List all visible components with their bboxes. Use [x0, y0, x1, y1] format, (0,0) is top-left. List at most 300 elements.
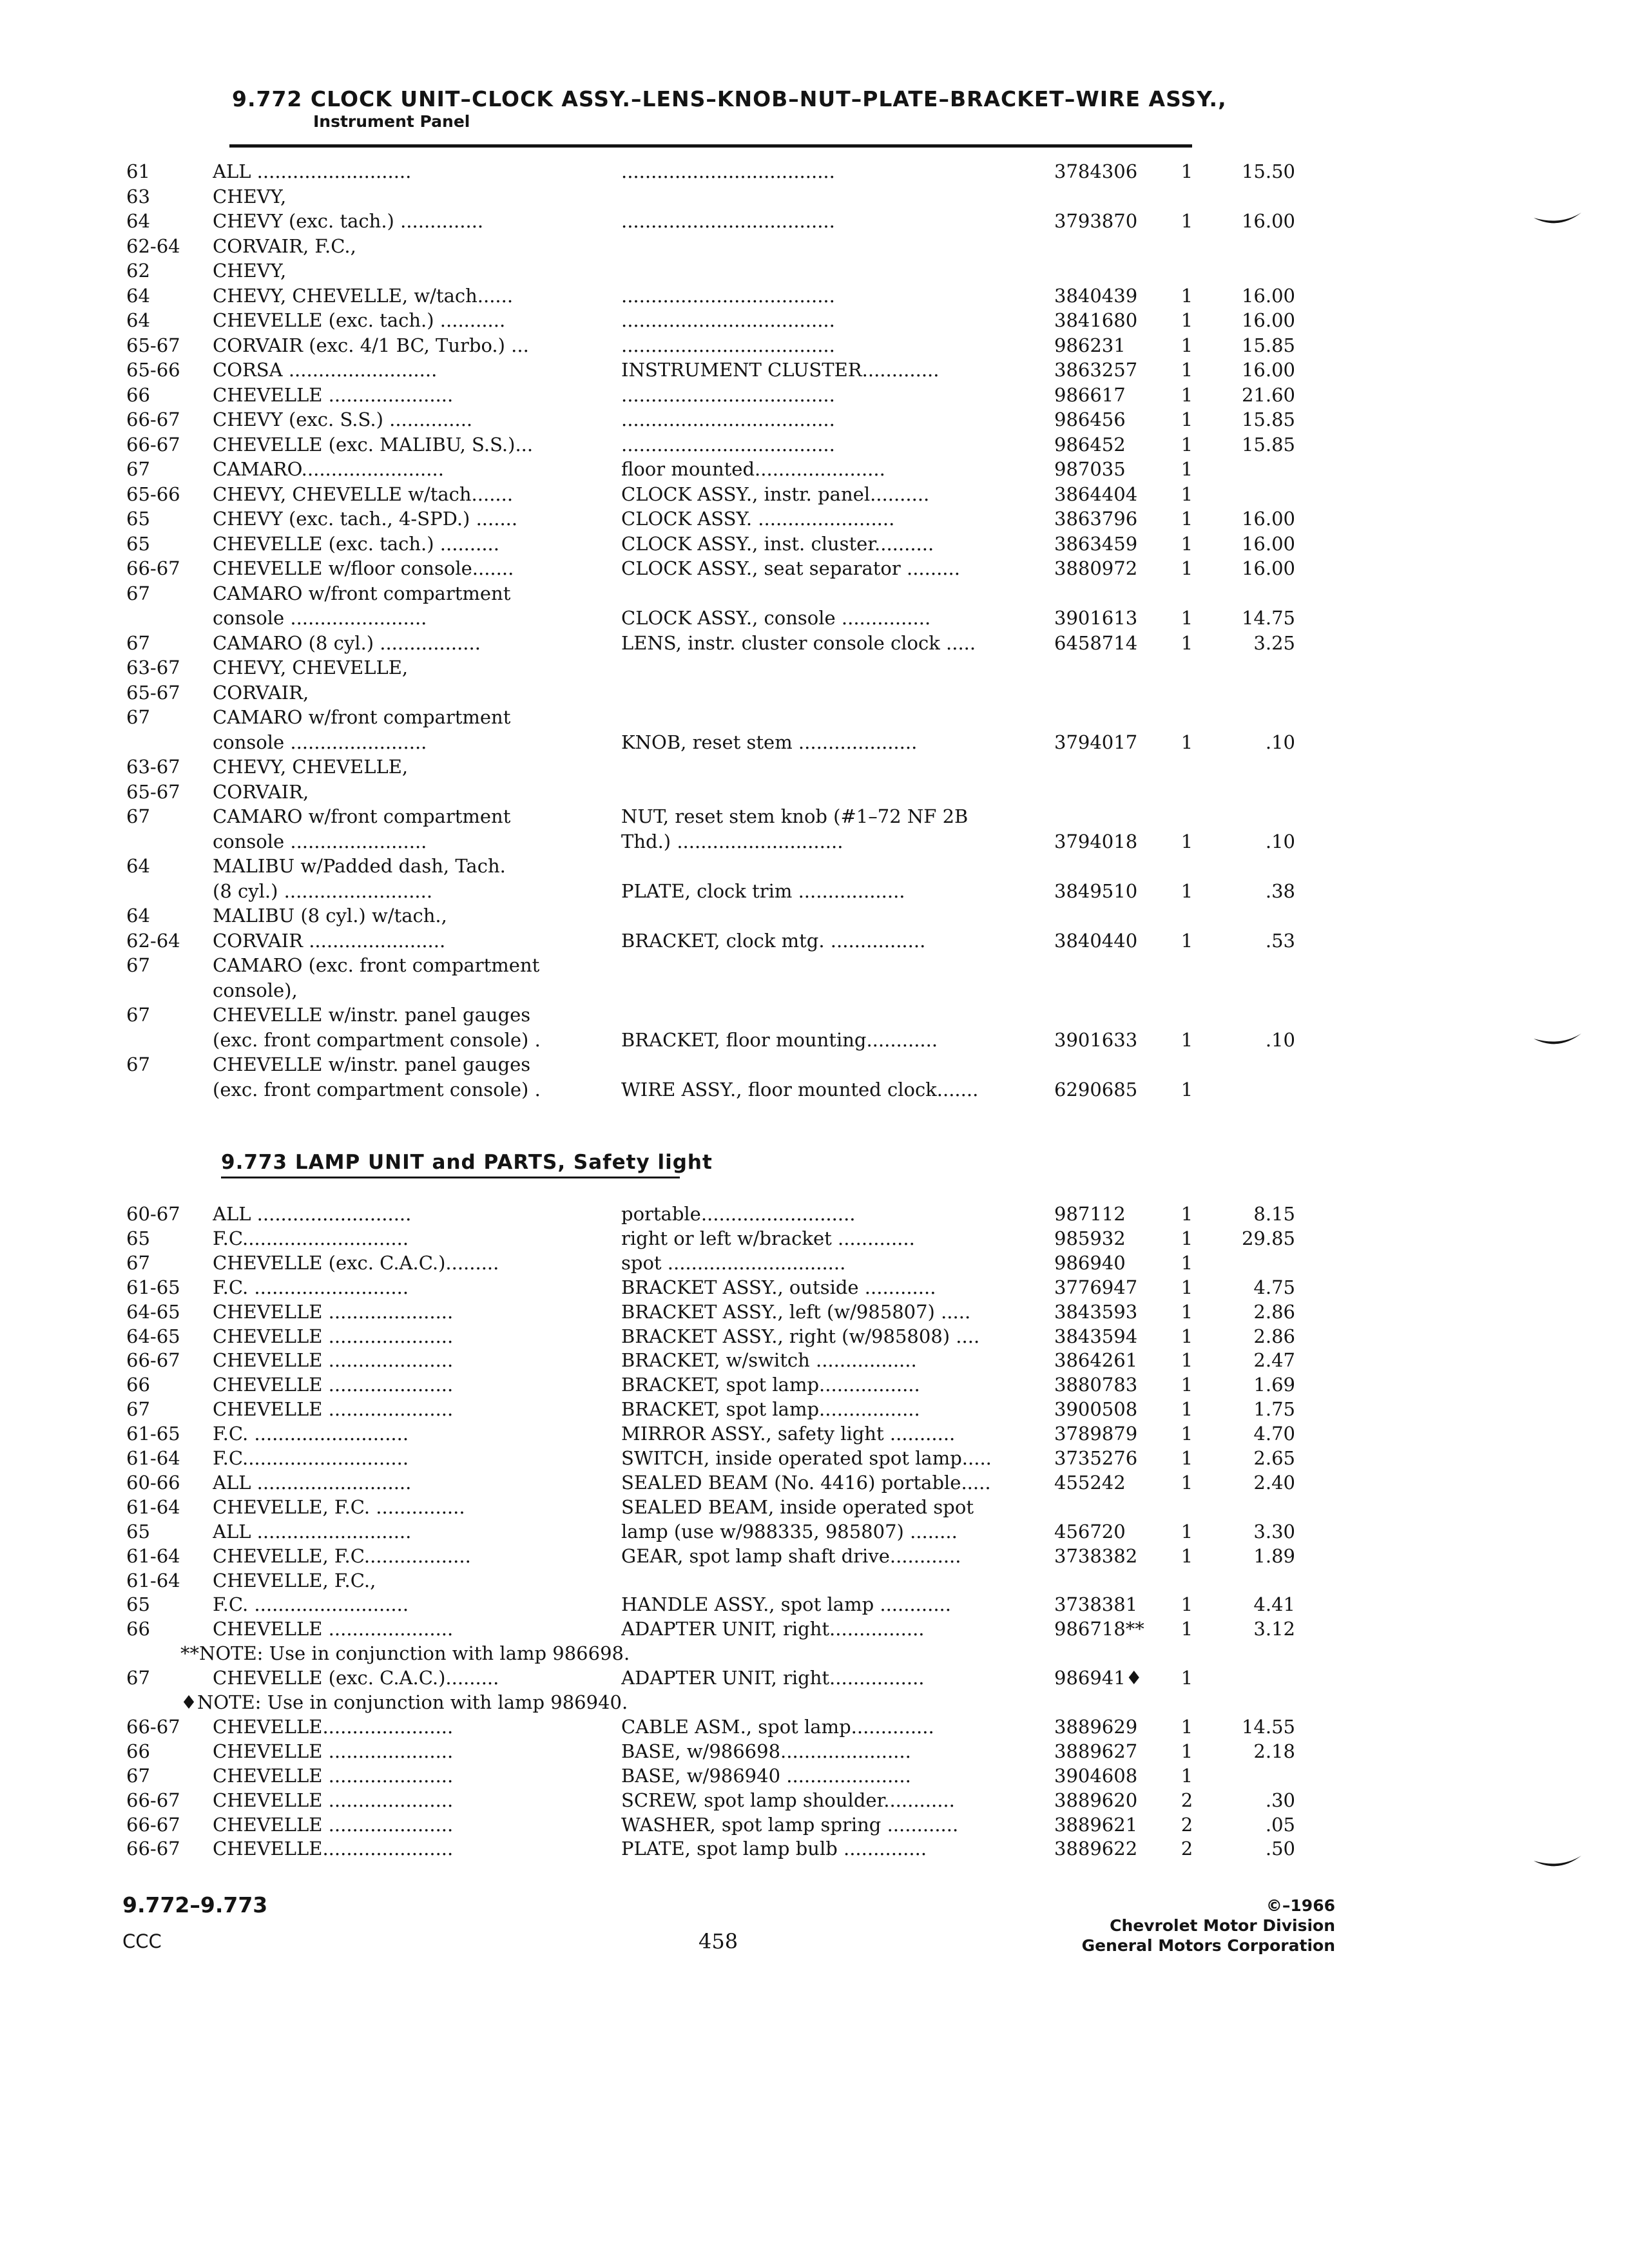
model-name: CHEVELLE (exc. C.A.C.).........: [213, 1667, 499, 1689]
table-row: [0, 1494, 1629, 1520]
model-year: 65-67: [126, 334, 180, 356]
quantity: 2: [1181, 1789, 1193, 1811]
part-description: ....................................: [621, 334, 835, 356]
quantity: 1: [1181, 1764, 1193, 1787]
table-row: [0, 1250, 1629, 1276]
table-row: [0, 754, 1629, 780]
model-name: F.C............................: [213, 1227, 409, 1249]
model-name: CHEVY (exc. tach.) ..............: [213, 210, 484, 232]
model-name: CAMARO (exc. front compartment: [213, 954, 540, 976]
model-year: 65-66: [126, 359, 180, 381]
quantity: 1: [1181, 433, 1193, 456]
table-row: [0, 1470, 1629, 1495]
model-year: 62-64: [126, 235, 180, 257]
model-name: CHEVY (exc. tach., 4-SPD.) .......: [213, 508, 518, 530]
price: .50: [1265, 1838, 1295, 1860]
table-row: [0, 1787, 1629, 1813]
table-row: [0, 977, 1629, 1003]
model-year: 66: [126, 1618, 150, 1640]
part-number: 986456: [1054, 408, 1126, 430]
model-name: ALL ..........................: [213, 1203, 412, 1225]
footer-code: CCC: [122, 1930, 162, 1952]
model-name: CORVAIR (exc. 4/1 BC, Turbo.) ...: [213, 334, 529, 356]
model-name: **NOTE: Use in conjunction with lamp 986698.: [180, 1642, 630, 1665]
note-row: [0, 1689, 1629, 1715]
part-number: 3889627: [1054, 1740, 1138, 1762]
model-year: 66-67: [126, 1715, 180, 1738]
model-year: 63: [126, 185, 150, 207]
table-row: [0, 878, 1629, 904]
model-year: 62-64: [126, 929, 180, 952]
quantity: 1: [1181, 557, 1193, 579]
table-row: [0, 1077, 1629, 1102]
price: 14.75: [1241, 607, 1295, 629]
table-row: [0, 829, 1629, 854]
part-description: ....................................: [621, 408, 835, 430]
model-name: F.C. ..........................: [213, 1276, 409, 1298]
model-name: CHEVELLE......................: [213, 1838, 454, 1860]
model-year: 65-67: [126, 780, 180, 803]
part-number: 3735276: [1054, 1447, 1138, 1469]
model-name: CAMARO w/front compartment: [213, 582, 511, 604]
table-row: [0, 1396, 1629, 1422]
model-year: 66-67: [126, 408, 180, 430]
table-row: [0, 432, 1629, 457]
model-name: console .......................: [213, 830, 427, 852]
part-number: 3840439: [1054, 284, 1138, 307]
quantity: 1: [1181, 1447, 1193, 1469]
model-name: CHEVELLE .....................: [213, 1325, 454, 1347]
part-number: 3849510: [1054, 879, 1138, 902]
model-name: CHEVY, CHEVELLE,: [213, 657, 409, 678]
part-description: CLOCK ASSY., instr. panel..........: [621, 483, 930, 505]
model-year: 62: [126, 260, 150, 282]
footer-copyright: ©–1966: [1266, 1896, 1335, 1915]
part-number: 3793870: [1054, 210, 1138, 232]
table-row: [0, 208, 1629, 234]
price: .30: [1265, 1789, 1295, 1811]
model-year: 67: [126, 706, 150, 728]
model-name: CHEVELLE (exc. tach.) ..........: [213, 532, 499, 555]
model-name: CHEVELLE .....................: [213, 1740, 454, 1762]
model-year: 61-64: [126, 1495, 180, 1518]
model-year: 65: [126, 532, 150, 555]
part-number: 3901613: [1054, 607, 1138, 629]
price: 3.25: [1253, 631, 1295, 654]
part-number: 3784306: [1054, 160, 1138, 182]
model-name: console .......................: [213, 731, 427, 753]
quantity: 1: [1181, 1251, 1193, 1274]
part-description: KNOB, reset stem ....................: [621, 731, 918, 753]
table-row: [0, 184, 1629, 209]
model-name: CORSA .........................: [213, 359, 438, 381]
note-row: [0, 1640, 1629, 1666]
part-number: 3889629: [1054, 1715, 1138, 1738]
quantity: 1: [1181, 1028, 1193, 1051]
part-number: 3738381: [1054, 1593, 1138, 1616]
binder-hole-mark-top: [1532, 211, 1583, 231]
price: 8.15: [1253, 1203, 1295, 1225]
part-description: ....................................: [621, 309, 835, 331]
quantity: 1: [1181, 1276, 1193, 1298]
quantity: 1: [1181, 929, 1193, 952]
section-9772-title: 9.772 CLOCK UNIT–CLOCK ASSY.–LENS–KNOB–NUT–PLATE–BRACKET–WIRE ASSY.,: [232, 86, 1227, 111]
table-row: [0, 1616, 1629, 1642]
model-year: 67: [126, 805, 150, 827]
model-name: CHEVELLE, F.C. ...............: [213, 1495, 465, 1518]
model-name: CAMARO........................: [213, 458, 444, 480]
model-year: 64: [126, 905, 150, 927]
table-row: [0, 779, 1629, 805]
model-name: MALIBU w/Padded dash, Tach.: [213, 855, 506, 877]
model-year: 67: [126, 1053, 150, 1075]
table-row: [0, 1201, 1629, 1227]
part-number: 3904608: [1054, 1764, 1138, 1787]
part-number: 3864261: [1054, 1349, 1138, 1372]
part-number: 3794017: [1054, 731, 1138, 753]
model-name: CHEVY (exc. S.S.) ..............: [213, 408, 473, 430]
table-row: [0, 307, 1629, 333]
model-year: 64: [126, 284, 150, 307]
price: 2.40: [1253, 1471, 1295, 1494]
model-name: CHEVELLE .....................: [213, 1349, 454, 1372]
quantity: 1: [1181, 607, 1193, 629]
part-number: 3900508: [1054, 1398, 1138, 1421]
table-row: [0, 1519, 1629, 1544]
model-year: 64: [126, 210, 150, 232]
table-row: [0, 704, 1629, 730]
model-year: 64-65: [126, 1300, 180, 1323]
part-description: BASE, w/986940 .....................: [621, 1764, 911, 1787]
model-name: CAMARO (8 cyl.) .................: [213, 631, 481, 654]
part-number: 3843593: [1054, 1300, 1138, 1323]
quantity: 1: [1181, 359, 1193, 381]
model-name: CORVAIR,: [213, 681, 309, 704]
price: .38: [1265, 879, 1295, 902]
part-number: 3840440: [1054, 929, 1138, 952]
part-number: 3776947: [1054, 1276, 1138, 1298]
table-row: [0, 1738, 1629, 1764]
table-row: [0, 581, 1629, 606]
part-description: ....................................: [621, 160, 835, 182]
model-name: (exc. front compartment console) .: [213, 1078, 541, 1100]
model-name: CAMARO w/front compartment: [213, 805, 511, 827]
part-number: 986617: [1054, 383, 1126, 406]
part-description: portable..........................: [621, 1203, 856, 1225]
model-year: 66-67: [126, 433, 180, 456]
model-year: 66: [126, 1374, 150, 1396]
part-number: 986231: [1054, 334, 1126, 356]
quantity: 1: [1181, 1520, 1193, 1542]
model-year: 60-67: [126, 1203, 180, 1225]
part-number: 455242: [1054, 1471, 1126, 1494]
model-year: 67: [126, 1398, 150, 1421]
model-year: 63-67: [126, 657, 180, 678]
quantity: 1: [1181, 1349, 1193, 1372]
quantity: 1: [1181, 1618, 1193, 1640]
part-description: right or left w/bracket .............: [621, 1227, 915, 1249]
part-description: ....................................: [621, 284, 835, 307]
model-name: CHEVELLE .....................: [213, 1398, 454, 1421]
part-description: BRACKET, spot lamp.................: [621, 1398, 920, 1421]
model-name: CHEVELLE, F.C.,: [213, 1569, 376, 1591]
quantity: 1: [1181, 1203, 1193, 1225]
table-row: [0, 481, 1629, 507]
model-year: 61: [126, 160, 150, 182]
model-year: 67: [126, 1667, 150, 1689]
table-row: [0, 456, 1629, 482]
quantity: 1: [1181, 160, 1193, 182]
model-year: 66-67: [126, 1813, 180, 1836]
quantity: 1: [1181, 1471, 1193, 1494]
quantity: 1: [1181, 383, 1193, 406]
table-row: [0, 1372, 1629, 1398]
table-row: [0, 680, 1629, 706]
part-description: BRACKET ASSY., right (w/985808) ....: [621, 1325, 980, 1347]
model-name: CHEVELLE .....................: [213, 1300, 454, 1323]
table-row: [0, 555, 1629, 581]
quantity: 1: [1181, 1423, 1193, 1445]
model-year: 64-65: [126, 1325, 180, 1347]
price: .10: [1265, 1028, 1295, 1051]
quantity: 1: [1181, 631, 1193, 654]
part-number: 3880783: [1054, 1374, 1138, 1396]
price: 2.47: [1253, 1349, 1295, 1372]
price: 16.00: [1241, 557, 1295, 579]
table-row: [0, 233, 1629, 259]
model-name: ALL ..........................: [213, 1471, 412, 1494]
part-description: CLOCK ASSY. .......................: [621, 508, 895, 530]
model-year: 64: [126, 855, 150, 877]
quantity: 1: [1181, 1398, 1193, 1421]
part-description: spot ..............................: [621, 1251, 846, 1274]
model-name: CHEVY,: [213, 185, 287, 207]
table-row: [0, 506, 1629, 532]
model-year: 66-67: [126, 1838, 180, 1860]
model-year: 67: [126, 458, 150, 480]
table-row: [0, 1274, 1629, 1300]
model-name: CHEVY, CHEVELLE, w/tach......: [213, 284, 514, 307]
quantity: 1: [1181, 1667, 1193, 1689]
table-row: [0, 1568, 1629, 1593]
section-9772-subtitle: Instrument Panel: [313, 112, 470, 131]
part-number: 986718**: [1054, 1618, 1144, 1640]
price: 2.86: [1253, 1300, 1295, 1323]
price: 16.00: [1241, 532, 1295, 555]
footer-publisher: [1082, 1896, 1335, 1956]
quantity: 1: [1181, 1325, 1193, 1347]
part-description: WIRE ASSY., floor mounted clock.......: [621, 1078, 979, 1100]
model-year: 67: [126, 582, 150, 604]
model-name: ALL ..........................: [213, 160, 412, 182]
part-description: GEAR, spot lamp shaft drive............: [621, 1544, 961, 1567]
table-row: [0, 1323, 1629, 1349]
table-row: [0, 655, 1629, 680]
part-description: HANDLE ASSY., spot lamp ............: [621, 1593, 951, 1616]
model-year: 65: [126, 1227, 150, 1249]
part-description: ....................................: [621, 433, 835, 456]
quantity: 1: [1181, 1374, 1193, 1396]
table-row: [0, 159, 1629, 184]
table-row: [0, 1812, 1629, 1838]
part-description: BRACKET, w/switch .................: [621, 1349, 917, 1372]
model-name: CHEVY,: [213, 260, 287, 282]
table-row: [0, 1027, 1629, 1053]
table-row: [0, 1347, 1629, 1373]
model-name: CHEVELLE (exc. MALIBU, S.S.)...: [213, 433, 534, 456]
part-description: SWITCH, inside operated spot lamp.....: [621, 1447, 992, 1469]
quantity: 1: [1181, 1300, 1193, 1323]
table-row: [0, 1836, 1629, 1861]
part-description: MIRROR ASSY., safety light ...........: [621, 1423, 956, 1445]
price: 21.60: [1241, 383, 1295, 406]
model-name: CHEVELLE (exc. tach.) ...........: [213, 309, 506, 331]
model-name: CAMARO w/front compartment: [213, 706, 511, 728]
part-description: Thd.) ............................: [621, 830, 843, 852]
quantity: 1: [1181, 508, 1193, 530]
part-description: SCREW, spot lamp shoulder............: [621, 1789, 955, 1811]
part-description: BRACKET, floor mounting............: [621, 1028, 938, 1051]
model-name: (8 cyl.) .........................: [213, 879, 433, 902]
part-number: 985932: [1054, 1227, 1126, 1249]
model-year: 67: [126, 1251, 150, 1274]
table-row: [0, 605, 1629, 631]
part-number: 3864404: [1054, 483, 1138, 505]
table-row: [0, 853, 1629, 879]
part-description: ....................................: [621, 210, 835, 232]
quantity: 1: [1181, 532, 1193, 555]
table-row: [0, 1002, 1629, 1028]
price: 1.69: [1253, 1374, 1295, 1396]
price: .10: [1265, 731, 1295, 753]
price: 2.65: [1253, 1447, 1295, 1469]
section-9773-rule: [221, 1177, 680, 1178]
table-row: [0, 1543, 1629, 1569]
part-description: BRACKET ASSY., outside ............: [621, 1276, 936, 1298]
price: 16.00: [1241, 284, 1295, 307]
part-description: BASE, w/986698......................: [621, 1740, 911, 1762]
model-year: 61-65: [126, 1423, 180, 1445]
model-name: F.C............................: [213, 1447, 409, 1469]
price: 16.00: [1241, 210, 1295, 232]
model-year: 63-67: [126, 756, 180, 778]
part-number: 3863796: [1054, 508, 1138, 530]
model-name: CHEVELLE .....................: [213, 1813, 454, 1836]
part-description: lamp (use w/988335, 985807) ........: [621, 1520, 958, 1542]
table-row: [0, 332, 1629, 358]
model-name: CHEVELLE, F.C..................: [213, 1544, 471, 1567]
model-year: 65: [126, 1593, 150, 1616]
price: 15.85: [1241, 334, 1295, 356]
table-row: [0, 729, 1629, 755]
part-number: 3738382: [1054, 1544, 1138, 1567]
part-number: 987112: [1054, 1203, 1126, 1225]
quantity: 2: [1181, 1813, 1193, 1836]
quantity: 1: [1181, 830, 1193, 852]
price: .10: [1265, 830, 1295, 852]
quantity: 1: [1181, 731, 1193, 753]
table-row: [0, 1445, 1629, 1471]
quantity: 1: [1181, 483, 1193, 505]
model-year: 67: [126, 954, 150, 976]
part-number: 3841680: [1054, 309, 1138, 331]
model-name: (exc. front compartment console) .: [213, 1028, 541, 1051]
model-name: CHEVELLE w/floor console.......: [213, 557, 514, 579]
table-row: [0, 928, 1629, 954]
model-year: 67: [126, 1004, 150, 1026]
model-name: CHEVY, CHEVELLE w/tach.......: [213, 483, 514, 505]
price: 16.00: [1241, 309, 1295, 331]
price: 3.12: [1253, 1618, 1295, 1640]
price: 4.41: [1253, 1593, 1295, 1616]
quantity: 1: [1181, 1740, 1193, 1762]
table-row: [0, 803, 1629, 829]
price: 4.70: [1253, 1423, 1295, 1445]
footer-section-range: 9.772–9.773: [122, 1892, 268, 1917]
table-row: [0, 1714, 1629, 1740]
part-number: 3889620: [1054, 1789, 1138, 1811]
price: 29.85: [1241, 1227, 1295, 1249]
model-name: CORVAIR,: [213, 780, 309, 803]
part-number: 3901633: [1054, 1028, 1138, 1051]
quantity: 1: [1181, 408, 1193, 430]
page-number: 458: [699, 1929, 738, 1954]
table-row: [0, 283, 1629, 309]
model-year: 64: [126, 309, 150, 331]
model-name: CHEVELLE......................: [213, 1715, 454, 1738]
model-name: CHEVELLE .....................: [213, 383, 454, 406]
model-name: F.C. ..........................: [213, 1423, 409, 1445]
table-row: [0, 1763, 1629, 1789]
part-description: INSTRUMENT CLUSTER.............: [621, 359, 940, 381]
part-number: 987035: [1054, 458, 1126, 480]
part-description: PLATE, spot lamp bulb ..............: [621, 1838, 927, 1860]
price: 15.50: [1241, 160, 1295, 182]
part-description: CABLE ASM., spot lamp..............: [621, 1715, 934, 1738]
model-name: CHEVELLE (exc. C.A.C.).........: [213, 1251, 499, 1274]
part-description: BRACKET, spot lamp.................: [621, 1374, 920, 1396]
part-description: ADAPTER UNIT, right................: [621, 1618, 925, 1640]
section-9772-rule: [229, 144, 1192, 148]
model-name: ♦NOTE: Use in conjunction with lamp 986940.: [180, 1691, 628, 1713]
model-name: F.C. ..........................: [213, 1593, 409, 1616]
table-row: [0, 357, 1629, 383]
table-row: [0, 1421, 1629, 1446]
quantity: 1: [1181, 1544, 1193, 1567]
model-name: CHEVELLE .....................: [213, 1789, 454, 1811]
part-number: 6290685: [1054, 1078, 1138, 1100]
part-number: 3880972: [1054, 557, 1138, 579]
part-number: 3889621: [1054, 1813, 1138, 1836]
part-description: NUT, reset stem knob (#1–72 NF 2B: [621, 805, 969, 827]
part-description: BRACKET ASSY., left (w/985807) .....: [621, 1300, 971, 1323]
quantity: 1: [1181, 1078, 1193, 1100]
price: 15.85: [1241, 433, 1295, 456]
table-row: [0, 1665, 1629, 1691]
model-year: 65-66: [126, 483, 180, 505]
model-name: console),: [213, 979, 298, 1001]
model-name: CHEVELLE w/instr. panel gauges: [213, 1053, 531, 1075]
table-row: [0, 903, 1629, 928]
table-row: [0, 1591, 1629, 1617]
price: 3.30: [1253, 1520, 1295, 1542]
model-year: 61-64: [126, 1447, 180, 1469]
table-row: [0, 1052, 1629, 1077]
part-number: 6458714: [1054, 631, 1138, 654]
part-number: 3863257: [1054, 359, 1138, 381]
quantity: 1: [1181, 1227, 1193, 1249]
price: 1.75: [1253, 1398, 1295, 1421]
